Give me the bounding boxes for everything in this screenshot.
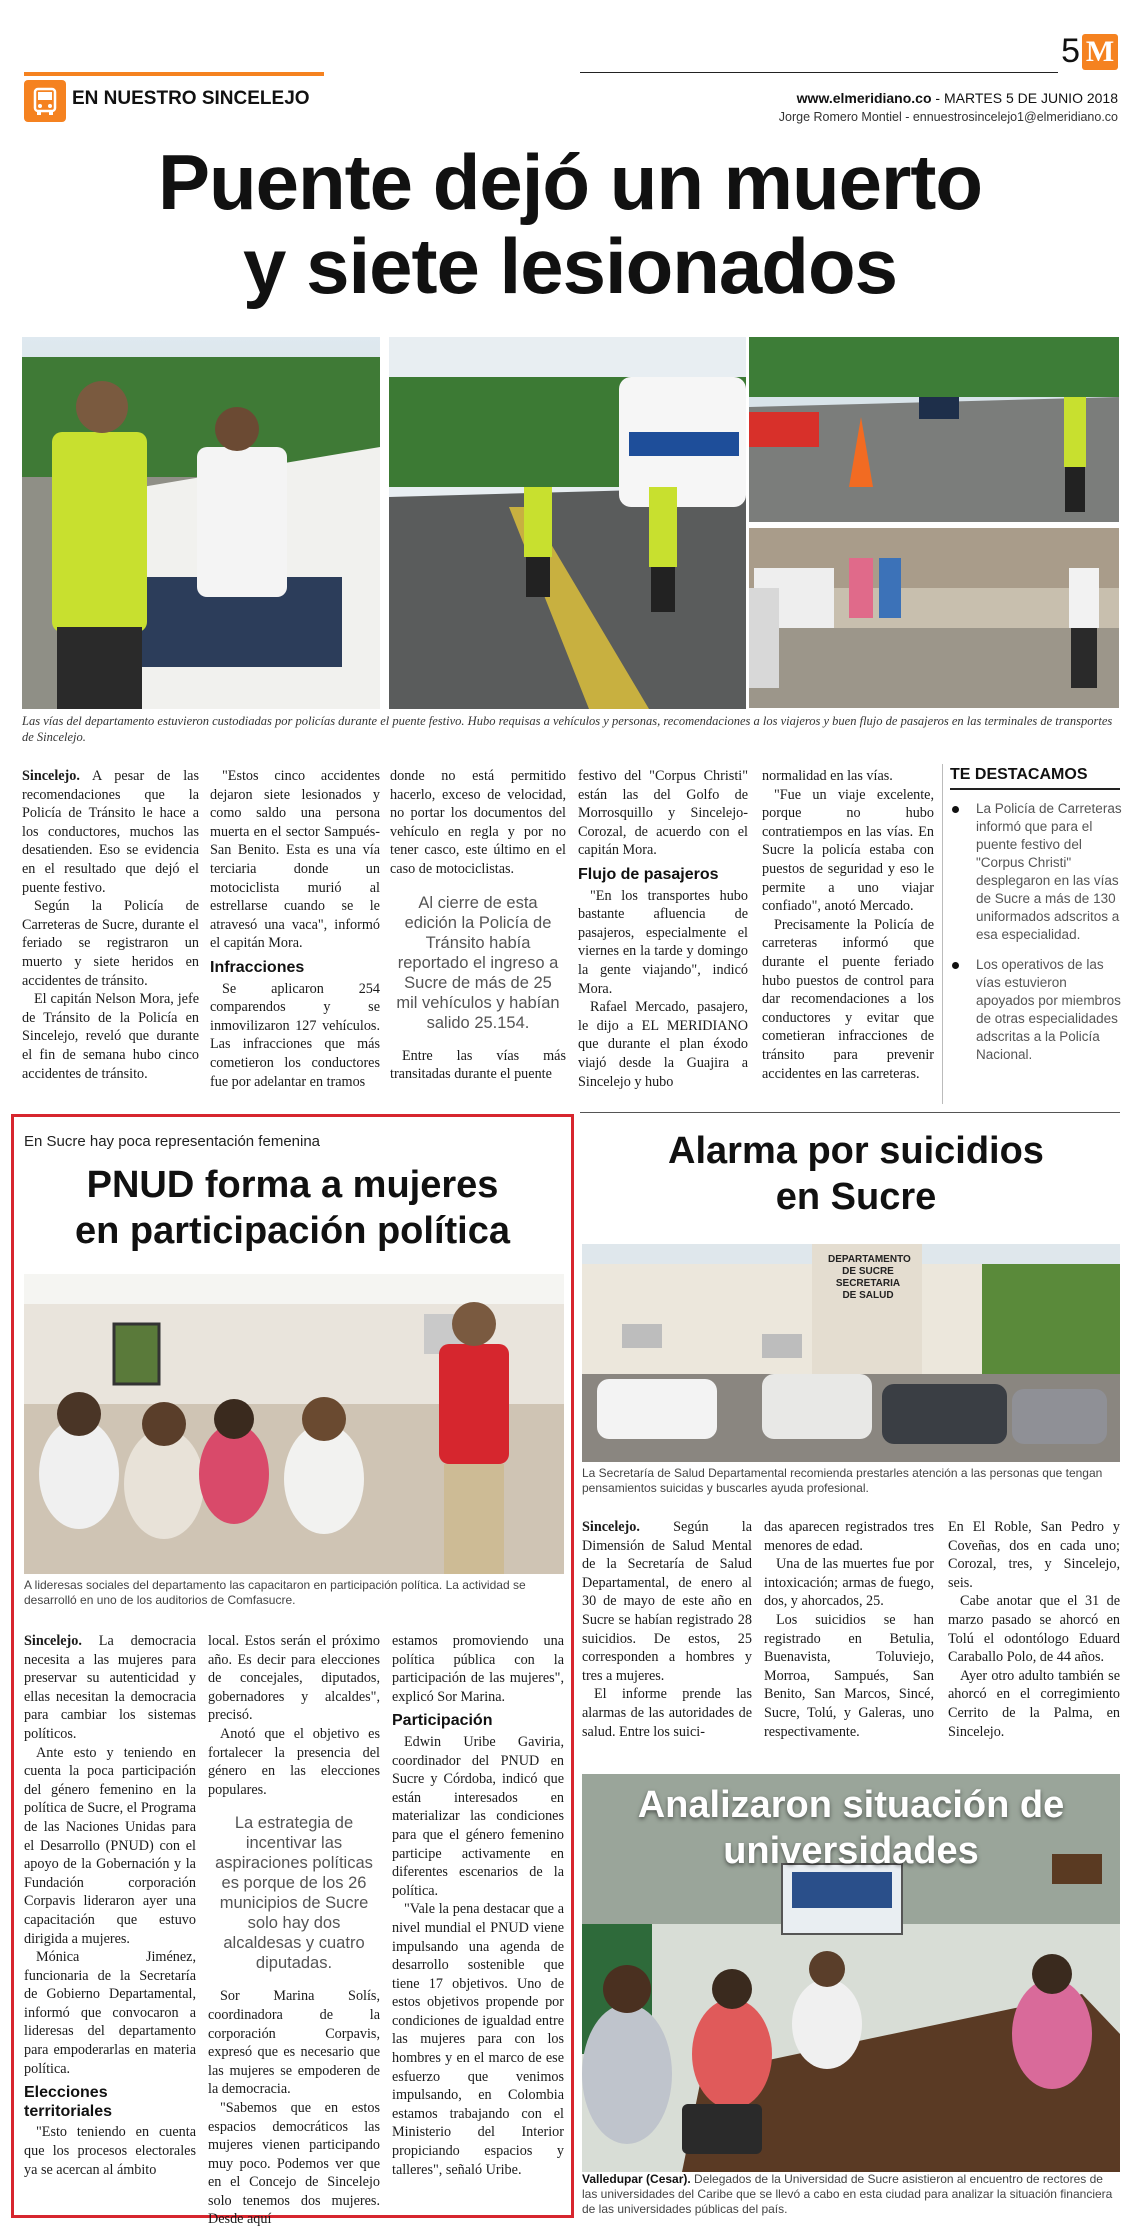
pnud-col2-p4: "Sabemos que en estos espacios democráticos las mujeres vienen participando muy poco. Podemos ver que en el Concejo de Sincelejo solo tenemos dos mujeres. Desde aquí bbox=[208, 2099, 380, 2228]
alarma-headline-line1: Alarma por suicidios bbox=[668, 1130, 1044, 1172]
alarma-headline-line2: en Sucre bbox=[775, 1176, 937, 1218]
pnud-lead: Sincelejo. bbox=[24, 1633, 82, 1649]
main-col-3 bbox=[390, 767, 566, 1084]
subhead-elecciones: Elecciones territoriales bbox=[24, 2084, 113, 2120]
destacamos-item: Los operativos de las vías estuvieron apoyados por miembros de otras especialidades adscritas a la Policía Nacional. bbox=[950, 956, 1122, 1064]
pnud-headline-line1: PNUD forma a mujeres bbox=[86, 1164, 499, 1206]
alarma-col3-p2: Cabe anotar que el 31 de marzo pasado se ahorcó en Tolú el odontólogo Eduard Caraballo Polo, de 44 años. bbox=[948, 1593, 1120, 1666]
pnud-col2-p3: Sor Marina Solís, coordinadora de la corporación Corpavis, expresó que es necesario que las mujeres se empoderen de la democracia. bbox=[208, 1988, 380, 2098]
photo-road-checkpoint bbox=[389, 337, 746, 709]
byline: Jorge Romero Montiel - ennuestrosincelejo1@elmeridiano.co bbox=[778, 110, 1118, 124]
site-url[interactable]: www.elmeridiano.co bbox=[796, 90, 932, 106]
pnud-photo-caption: A lideresas sociales del departamento las capacitaron en participación política. La actividad se desarrolló en uno de los auditorios de Comfasucre. bbox=[24, 1578, 526, 1607]
main-col1-p2: Según la Policía de Carreteras de Sucre, durante el feriado se registraron un muerto y siete heridos en accidentes de tránsito. bbox=[22, 898, 199, 989]
pnud-col1-p2: Ante esto y teniendo en cuenta la poca participación del género femenino en la política de Sucre, el Programa de las Naciones Unidas para el Desarrollo (PNUD) con el apoyo de la Gobernación y la Fundación corporación Corpavis lideraron ayer una capacitación que estuvo dirigida a mujeres. bbox=[24, 1744, 196, 1947]
main-headline bbox=[0, 140, 1140, 308]
alarma-col2-p1: das aparecen registrados tres menores de edad. bbox=[764, 1519, 934, 1554]
alarma-headline bbox=[580, 1128, 1132, 1220]
pnud-col1-p1: La democracia necesita a las mujeres para preservar su autenticidad y ellas necesitan la democracia para cambiar los sistemas políticos. bbox=[24, 1633, 196, 1742]
main-lead: Sincelejo. bbox=[22, 768, 80, 784]
pnud-col1-p4: "Esto teniendo en cuenta que los procesos electorales ya se acercan al ámbito bbox=[24, 2124, 196, 2178]
destacamos-list bbox=[950, 800, 1122, 1076]
alarma-col3-p3: Ayer otro adulto también se ahorcó en el corregimiento Cerrito de la Palma, en Sincelejo. bbox=[948, 1667, 1120, 1740]
section-label: EN NUESTRO SINCELEJO bbox=[72, 88, 310, 109]
pnud-pull-quote: La estrategia de incentivar las aspiraciones políticas es porque de los 26 municipios de Sucre solo hay dos alcaldesas y cuatro diputadas. bbox=[215, 1814, 373, 1973]
subhead-participacion: Participación bbox=[392, 1712, 493, 1730]
pnud-col2-p2: Anotó que el objetivo es fortalecer la presencia del género en las elecciones populares. bbox=[208, 1725, 380, 1798]
alarma-photo-caption: La Secretaría de Salud Departamental recomienda prestarles atención a las personas que tengan pensamientos suicidas y buscarles ayuda profesional. bbox=[582, 1466, 1103, 1495]
main-col-4 bbox=[578, 767, 748, 1091]
pnud-col-1 bbox=[24, 1632, 196, 2179]
pnud-headline-line2: en participación política bbox=[75, 1210, 510, 1252]
main-col5-p1: normalidad en las vías. bbox=[762, 768, 893, 784]
alarma-col-3 bbox=[948, 1518, 1120, 1741]
main-col5-p2: "Fue un viaje excelente, porque no hubo contratiempos en las vías. En Sucre la policía estaba con puestos de seguridad y eso le permite a uno viajar confiado", anotó Mercado. bbox=[762, 786, 934, 915]
main-col2-p2: Se aplicaron 254 comparendos y se inmovilizaron 127 vehículos. Las infracciones que más cometieron los conductores fue por adelantar en tramos bbox=[210, 980, 380, 1090]
main-col1-p3: El capitán Nelson Mora, jefe de Tránsito de la Policía en Sincelejo, reveló que durante el fin de semana hubo cinco accidentes de tránsito. bbox=[22, 991, 199, 1082]
alarma-col-2 bbox=[764, 1518, 934, 1741]
bus-icon bbox=[24, 80, 66, 122]
pnud-col3-p2: Edwin Uribe Gaviria, coordinador del PNUD en Sucre y Córdoba, indicó que están interesados en materializar las condiciones para que el género femenino participe activamente en diferentes escenarios de la política. bbox=[392, 1733, 564, 1899]
universidades-caption-text: Delegados de la Universidad de Sucre asistieron al encuentro de rectores de las universidades del Caribe que se llevó a cabo en esta ciudad para analizar la situación financiera de las universidades públicas del país. bbox=[582, 2172, 1113, 2216]
pnud-col1-p3: Mónica Jiménez, funcionaria de la Secretaría de Gobierno Departamental, informó que convocaron a lideresas del departamento para empoderarlas en materia política. bbox=[24, 1949, 196, 2077]
main-headline-line2: y siete lesionados bbox=[243, 222, 897, 310]
pnud-kicker: En Sucre hay poca representación femenina bbox=[24, 1133, 321, 1150]
universidades-headline bbox=[582, 1782, 1120, 1874]
section-accent-line bbox=[24, 72, 324, 76]
newspaper-logo: M bbox=[1082, 34, 1118, 70]
main-col1-p1: A pesar de las recomendaciones que la Policía de Tránsito le hace a los conductores, muchos las desatienden. Eso se evidencia en el resultado que dejó el puente festivo. bbox=[22, 768, 199, 896]
alarma-col1-p1: Según la Dimensión de Salud Mental de la Secretaría de Salud Departamental, de enero al 30 de mayo de este año en Sucre se habían registrado 28 suicidios. De estos, 25 corresponden a hombres y tres a mujeres. bbox=[582, 1519, 752, 1684]
main-col-1 bbox=[22, 767, 199, 1083]
photo-secretaria-salud bbox=[582, 1244, 1120, 1462]
photo-police-inspection bbox=[22, 337, 380, 709]
universidades-caption-place: Valledupar (Cesar). bbox=[582, 2172, 691, 2186]
alarma-col-1 bbox=[582, 1518, 752, 1741]
alarma-col2-p3: Los suicidios se han registrado en Betulia, Buenavista, Toluviejo, Morroa, Sampués, San Benito, San Marcos, Sincé, Sucre, Tolú, y Galeras, uno respectivamente. bbox=[764, 1611, 934, 1740]
subhead-infracciones: Infracciones bbox=[210, 958, 305, 976]
main-col3-p2: Entre las vías más transitadas durante el puente bbox=[390, 1047, 566, 1083]
destacamos-title: TE DESTACAMOS bbox=[950, 766, 1088, 783]
main-col4-p1: festivo del "Corpus Christi" están las del Golfo de Morrosquillo y Sincelejo-Corozal, de acuerdo con el capitán Mora. bbox=[578, 768, 748, 859]
alarma-col1-p2: El informe prende las alarmas de las autoridades de salud. Entre los suici- bbox=[582, 1686, 752, 1740]
building-sign: DEPARTAMENTO DE SUCRE SECRETARIA DE SALUD bbox=[828, 1254, 911, 1301]
main-photo-caption: Las vías del departamento estuvieron custodiadas por policías durante el puente festivo. Hubo requisas a vehículos y personas, recomendaciones a los viajeros y buen flujo de pasajeros en las terminales de transportes de Sincelejo. bbox=[22, 714, 1113, 744]
main-col2-p1: "Estos cinco accidentes dejaron siete lesionados y como saldo una persona muerta en el sector Sampués-San Benito. Esta es una vía terciaria donde un motociclista murió al estrellarse cuando se le atravesó una vaca", informó el capitán Mora. bbox=[210, 768, 380, 952]
universidades-headline-line1: Analizaron situación de bbox=[637, 1784, 1065, 1826]
alarma-col2-p2: Una de las muertes fue por intoxicación; armas de fuego, dos, y ahorcados, 25. bbox=[764, 1556, 934, 1610]
main-col3-p1: donde no está permitido hacerlo, exceso de velocidad, no portar los documentos del vehículo en regla y por no tener casco, este último en el caso de motociclistas. bbox=[390, 768, 566, 877]
pnud-col3-p1: estamos promoviendo una política pública con la participación de las mujeres", explicó Sor Marina. bbox=[392, 1633, 564, 1705]
site-date-line bbox=[797, 90, 1118, 106]
main-col5-p3: Precisamente la Policía de carreteras informó que durante el puente feriado hubo puestos de control para dar recomendaciones a los conductores y evitar que cometieran infracciones de tránsito para prevenir accidentes en las carreteras. bbox=[762, 916, 934, 1082]
pnud-col2-p1: local. Estos serán el próximo año. Es decir para elecciones de concejales, diputados, gobernadores y alcaldes", precisó. bbox=[208, 1633, 380, 1724]
pnud-headline bbox=[14, 1162, 571, 1254]
main-pull-quote: Al cierre de esta edición la Policía de Tránsito había reportado el ingreso a Sucre de más de 25 mil vehículos y habían salido 25.154. bbox=[396, 893, 560, 1032]
alarma-lead: Sincelejo. bbox=[582, 1519, 640, 1535]
destacamos-item: La Policía de Carreteras informó que para el puente festivo del "Corpus Christi" desplegaron en las vías de Sucre a más de 130 uniformados adscritos a esa especialidad. bbox=[950, 800, 1122, 944]
pnud-col-3 bbox=[392, 1632, 564, 2179]
photo-traffic-cones bbox=[749, 337, 1119, 522]
universidades-photo-caption bbox=[582, 2172, 1120, 2217]
photo-terminal-passengers bbox=[749, 528, 1119, 708]
page-number: 5 bbox=[1061, 32, 1080, 70]
main-col-2 bbox=[210, 767, 380, 1091]
column-divider bbox=[942, 764, 943, 1104]
alarma-col3-p1: En El Roble, San Pedro y Coveñas, dos en cada uno; Corozal, tres, y Sincelejo, seis. bbox=[948, 1519, 1120, 1591]
main-col4-p3: Rafael Mercado, pasajero, le dijo a EL MERIDIANO que durante el plan éxodo viajó desde la Guajira a Sincelejo y hubo bbox=[578, 999, 748, 1090]
issue-date: - MARTES 5 DE JUNIO 2018 bbox=[931, 90, 1118, 106]
destacamos-rule bbox=[950, 788, 1120, 790]
pnud-col3-p3: "Vale la pena destacar que a nivel mundial el PNUD viene impulsando una agenda de desarrollo sostenible que tiene 17 objetivos. Uno de estos objetivos propende por condiciones de igualdad entre las mujeres para con los hombres y en el marco de ese esfuerzo que venimos impulsando, en Colombia estamos trabajando con el Ministerio del Interior propiciando espacios y talleres", señaló Uribe. bbox=[392, 1901, 564, 2178]
main-col4-p2: "En los transportes hubo bastante afluencia de pasajeros, especialmente el viernes en la tarde y domingo la gente viajando", indicó Mora. bbox=[578, 887, 748, 997]
universidades-headline-line2: universidades bbox=[723, 1830, 979, 1872]
pnud-col-2 bbox=[208, 1632, 380, 2229]
photo-pnud-workshop bbox=[24, 1274, 564, 1574]
header-rule bbox=[580, 72, 1058, 73]
main-col-5 bbox=[762, 767, 934, 1083]
subhead-flujo: Flujo de pasajeros bbox=[578, 865, 719, 883]
section-rule bbox=[580, 1112, 1120, 1113]
main-headline-line1: Puente dejó un muerto bbox=[157, 138, 983, 226]
